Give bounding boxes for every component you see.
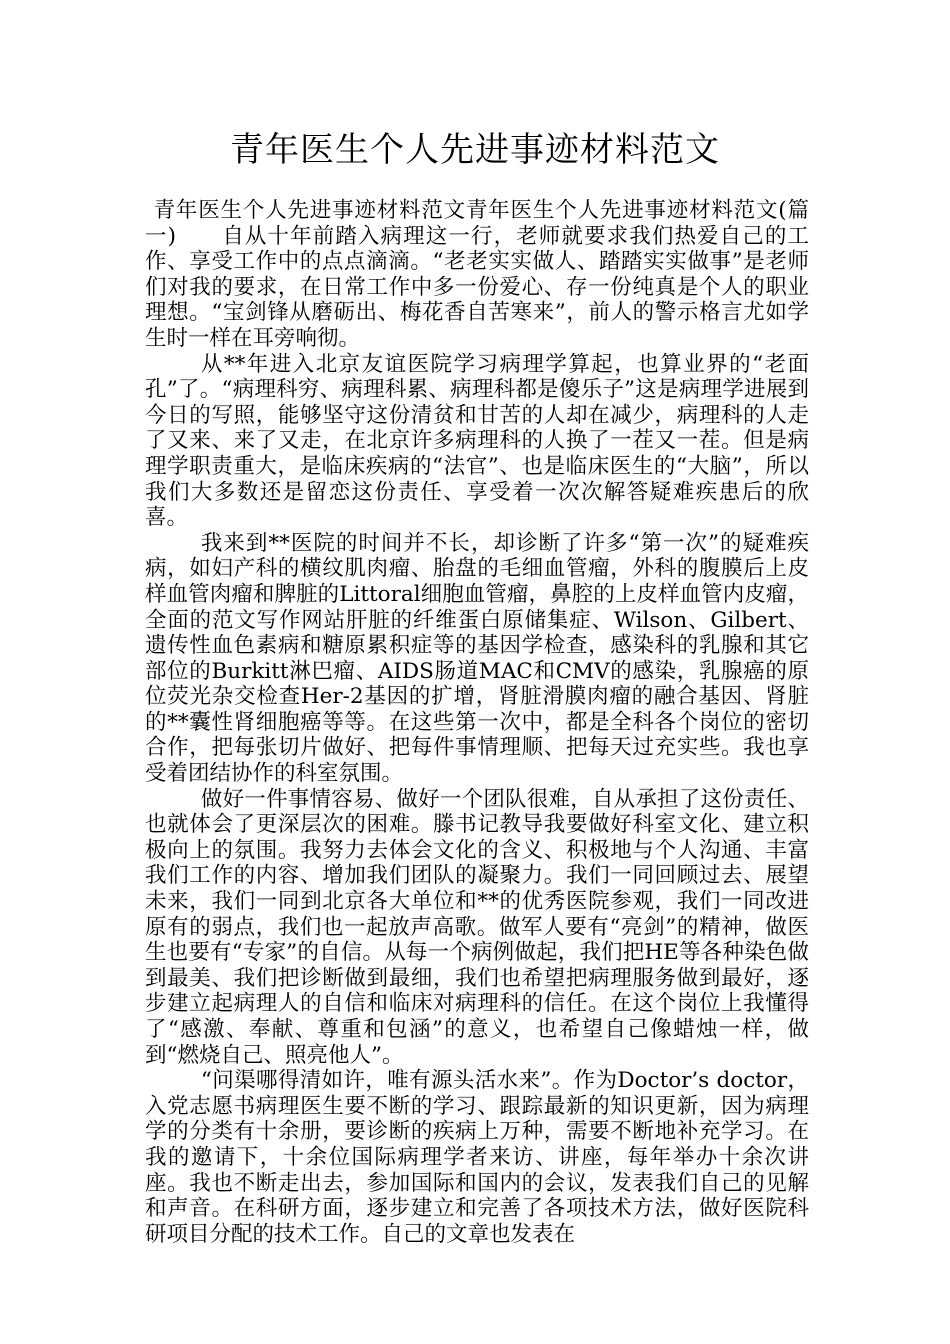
paragraph-3: 我来到**医院的时间并不长，却诊断了许多“第一次”的疑难疾病，如妇产科的横纹肌肉瘤、胎盘的毛细血管瘤，外科的腹膜后上皮样血管肉瘤和脾脏的Littoral细胞血管瘤，鼻腔的上皮样血管内皮瘤，全面的范文写作网站肝脏的纤维蛋白原储集症、Wilson、Gilbert、遗传性血色素病和糖原累积症等的基因学检查，感染科的乳腺和其它部位的Burkitt淋巴瘤、AIDS肠道MAC和CMV的感染，乳腺癌的原位荧光杂交检查Her-2基因的扩增，肾脏滑膜肉瘤的融合基因、肾脏的**囊性肾细胞癌等等。在这些第一次中，都是全科各个岗位的密切合作，把每张切片做好、把每件事情理顺、把每天过充实些。我也享受着团结协作的科室氛围。 [145, 530, 809, 787]
paragraph-1: 青年医生个人先进事迹材料范文青年医生个人先进事迹材料范文(篇一) 自从十年前踏入病理这一行，老师就要求我们热爱自己的工作、享受工作中的点点滴滴。“老老实实做人、踏踏实实做事”是老师们对我的要求，在日常工作中多一份爱心、存一份纯真是个人的职业理想。“宝剑锋从磨砺出、梅花香自苦寒来”，前人的警示格言尤如学生时一样在耳旁响彻。 [145, 198, 809, 351]
paragraph-5: “问渠哪得清如许，唯有源头活水来”。作为Doctor’s doctor，入党志愿书病理医生要不断的学习、跟踪最新的知识更新，因为病理学的分类有十余册，要诊断的疾病上万种，需要不断地补充学习。在我的邀请下，十余位国际病理学者来访、讲座，每年举办十余次讲座。我也不断走出去，参加国际和国内的会议，发表我们自己的见解和声音。在科研方面，逐步建立和完善了各项技术方法，做好医院科研项目分配的技术工作。自己的文章也发表在 [145, 1068, 809, 1247]
paragraph-4: 做好一件事情容易、做好一个团队很难，自从承担了这份责任、也就体会了更深层次的困难。滕书记教导我要做好科室文化、建立积极向上的氛围。我努力去体会文化的含义、积极地与个人沟通、丰富我们工作的内容、增加我们团队的凝聚力。我们一同回顾过去、展望未来，我们一同到北京各大单位和**的优秀医院参观，我们一同改进原有的弱点，我们也一起放声高歌。做军人要有“亮剑”的精神，做医生也要有“专家”的自信。从每一个病例做起，我们把HE等各种染色做到最美、我们把诊断做到最细，我们也希望把病理服务做到最好，逐步建立起病理人的自信和临床对病理科的信任。在这个岗位上我懂得了“感激、奉献、尊重和包涵”的意义，也希望自己像蜡烛一样，做到“燃烧自己、照亮他人”。 [145, 786, 809, 1068]
document-title: 青年医生个人先进事迹材料范文 [230, 130, 720, 170]
paragraph-2: 从**年进入北京友谊医院学习病理学算起，也算业界的“老面孔”了。“病理科穷、病理科累、病理科都是傻乐子”这是病理学进展到今日的写照，能够坚守这份清贫和甘苦的人却在减少，病理科的人走了又来、来了又走，在北京许多病理科的人换了一茬又一茬。但是病理学职责重大，是临床疾病的“法官”、也是临床医生的“大脑”，所以我们大多数还是留恋这份责任、享受着一次次解答疑难疾患后的欣喜。 [145, 351, 809, 531]
document-body [145, 198, 809, 1247]
